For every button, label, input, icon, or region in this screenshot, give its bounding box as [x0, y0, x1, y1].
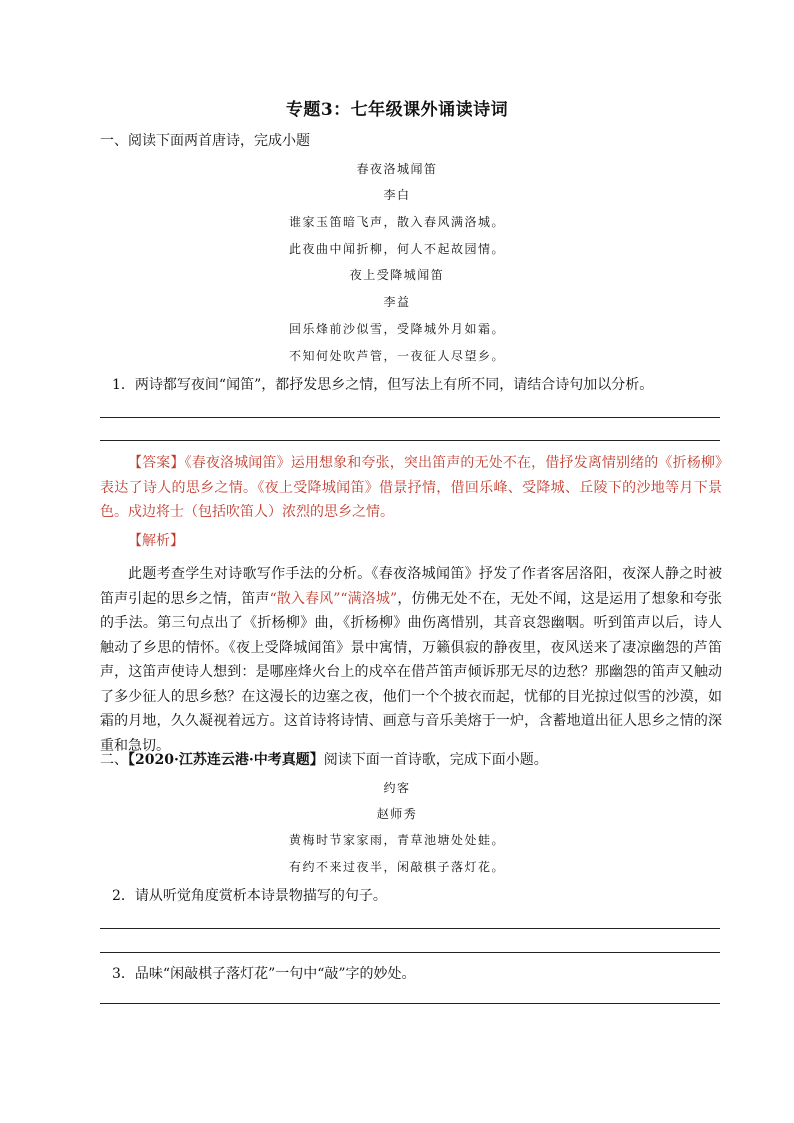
question-3: 3．品味“闲敲棋子落灯花”一句中“敲”字的妙处。: [112, 966, 416, 982]
answer-paragraph: [100, 451, 722, 525]
poem3-author: 赵师秀: [376, 807, 418, 821]
answer-line: [100, 1003, 720, 1004]
poem2-author: 李益: [383, 295, 411, 309]
question-1: 1．两诗都写夜间“闻笛”，都抒发思乡之情，但写法上有所不同，请结合诗句加以分析。: [112, 377, 654, 393]
poem2-line: 回乐烽前沙似雪，受降城外月如霜。: [288, 322, 505, 336]
poem1-line: 谁家玉笛暗飞声，散入春风满洛城。: [288, 215, 505, 229]
analysis-quote: “满洛城”: [340, 590, 398, 607]
question-2: 2．请从听觉角度赏析本诗景物描写的句子。: [112, 888, 387, 904]
section1-heading: 一、阅读下面两首唐诗，完成小题: [100, 133, 310, 149]
page-title: 专题3：七年级课外诵读诗词: [285, 100, 509, 120]
poem1-author: 李白: [383, 188, 411, 202]
poem3-line: 有约不来过夜半，闲敲棋子落灯花。: [288, 860, 505, 874]
answer-text: 《春夜洛城闻笛》运用想象和夸张，突出笛声的无处不在，借抒发离情别绪的《折杨柳》表达了诗人的思乡之情。《夜上受降城闻笛》借景抒情，借回乐峰、受降城、丘陵下的沙地等月下景色。戍边将士（包括吹笛人）浓烈的思乡之情。: [100, 455, 723, 520]
section2-source: 【2020·江苏连云港·中考真题】: [128, 752, 324, 768]
analysis-text: ，仿佛无处不在，无处不闻，这是运用了想象和夸张的手法。第三句点出了《折杨柳》曲，《折杨柳》曲伤离惜别，其音哀怨幽咽。听到笛声以后，诗人触动了乡思的情怀。《夜上受降城闻笛》景中寓情，万籁俱寂的静夜里，夜风送来了凄凉幽怨的芦笛声，这笛声使诗人想到：是哪座烽火台上的戍卒在借芦笛声倾诉那无尽的边愁？那幽怨的笛声又触动了多少征人的思乡愁？在这漫长的边塞之夜，他们一个个披衣而起，忧郁的目光掠过似雪的沙漠，如霜的月地，久久凝视着远方。这首诗将诗情、画意与音乐美熔于一炉，含蓄地道出征人思乡之情的深重和急切。: [100, 590, 722, 754]
section2-heading-prefix: 二、: [100, 752, 128, 768]
section2-heading: [100, 747, 548, 774]
analysis-text: 此题考查学生对诗歌写作手法的分析。《春夜洛城闻笛》抒发了作者客居洛阳，夜深人静之时被笛声引起的思乡之情，笛声: [100, 566, 722, 607]
poem3-line: 黄梅时节家家雨，青草池塘处处蛙。: [288, 833, 505, 847]
answer-line: [100, 417, 720, 418]
analysis-paragraph: [100, 562, 722, 758]
answer-line: [100, 952, 720, 953]
analysis-quote: “散入春风”: [269, 590, 341, 607]
section2-heading-text: 阅读下面一首诗歌，完成下面小题。: [323, 752, 548, 768]
answer-line: [100, 440, 720, 441]
poem1-title: 春夜洛城闻笛: [356, 162, 438, 176]
analysis-label: 【解析】: [128, 533, 184, 549]
answer-line: [100, 928, 720, 929]
poem2-line: 不知何处吹芦管，一夜征人尽望乡。: [288, 349, 505, 363]
poem3-title: 约客: [383, 781, 411, 795]
poem1-line: 此夜曲中闻折柳，何人不起故园情。: [288, 242, 505, 256]
answer-label: 【答案】: [128, 455, 185, 471]
poem2-title: 夜上受降城闻笛: [349, 268, 445, 282]
